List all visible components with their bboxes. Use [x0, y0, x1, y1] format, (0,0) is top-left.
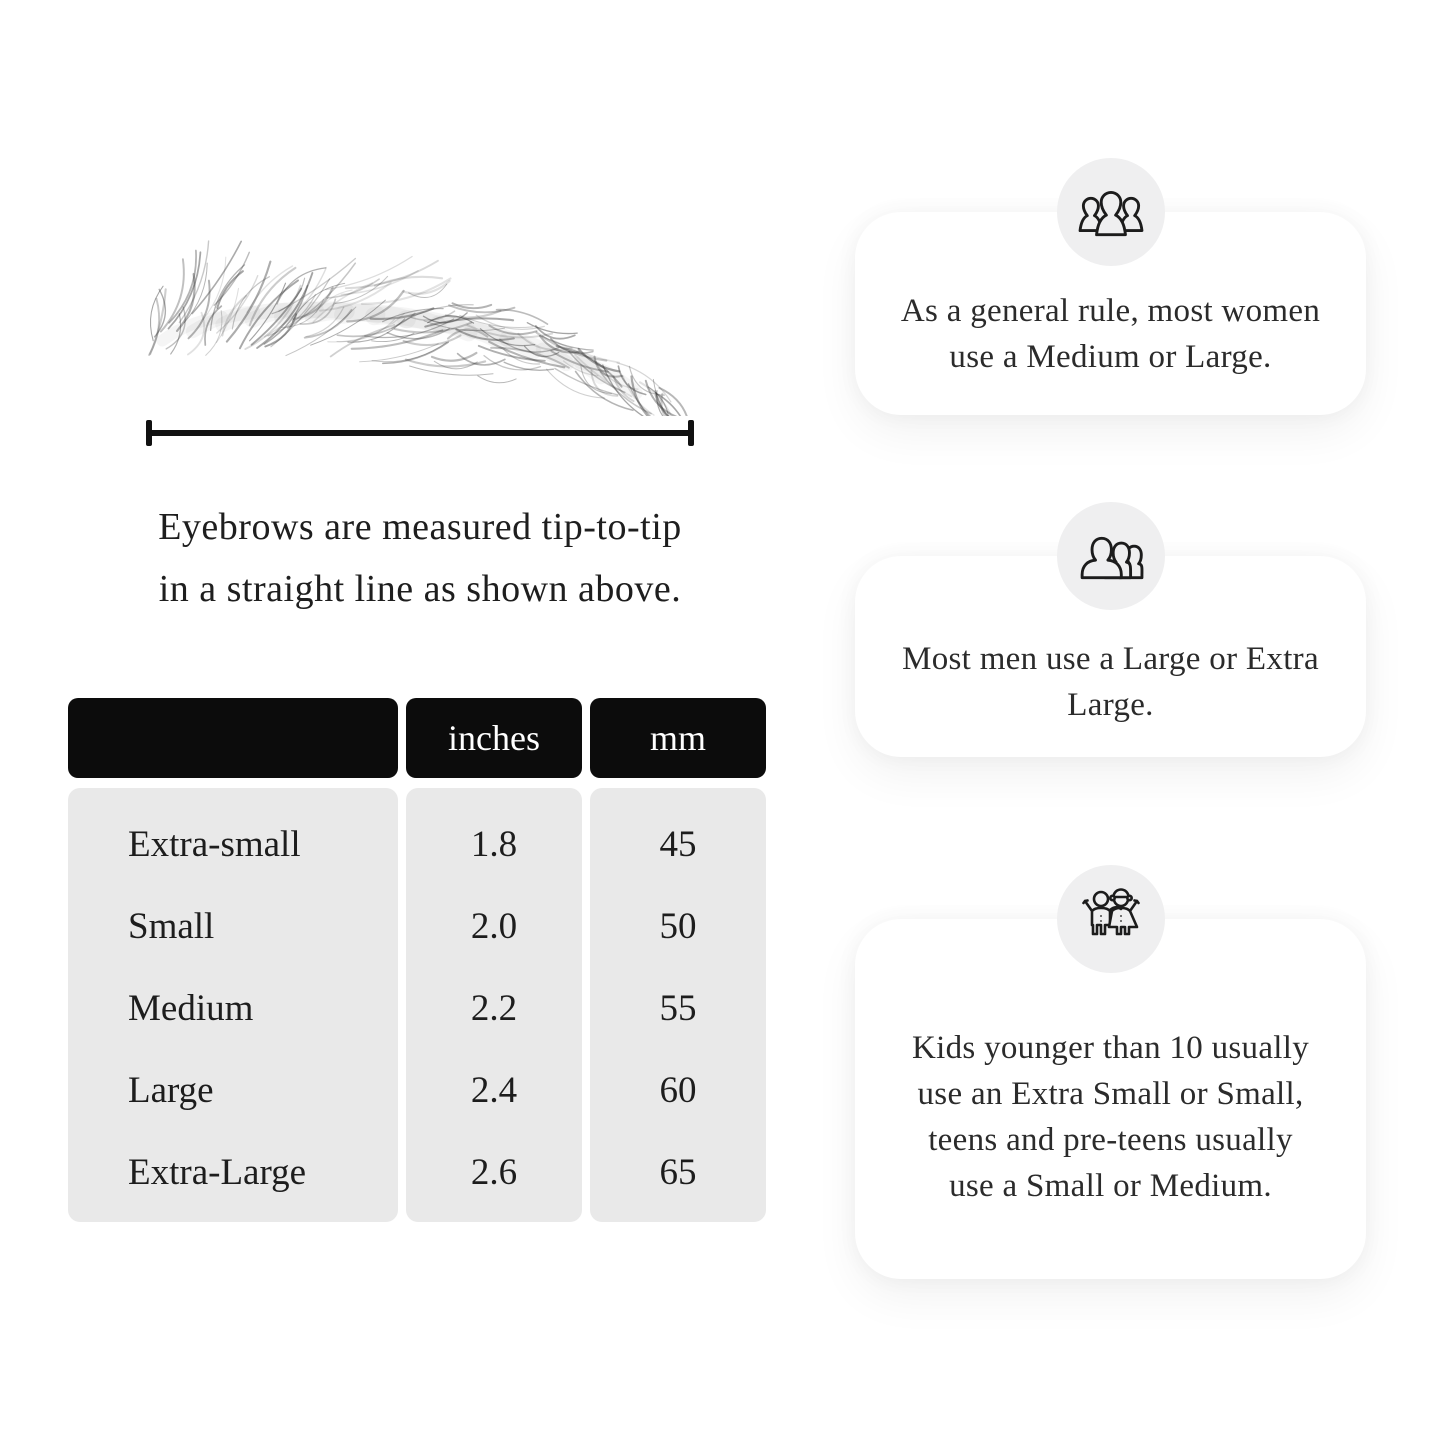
- table-row-label: Medium: [128, 988, 254, 1029]
- info-card-women-text: As a general rule, most women use a Medium or Large.: [900, 292, 1321, 375]
- table-row-label: Extra-Large: [128, 1152, 307, 1193]
- men-group-icon: [1057, 502, 1165, 610]
- table-row-inches: 2.2: [470, 988, 518, 1029]
- table-header-mm: mm: [590, 698, 766, 778]
- info-card-men: [855, 556, 1366, 757]
- table-row-mm: 50: [659, 906, 697, 947]
- table-header-inches: inches: [406, 698, 582, 778]
- table-row-label: Large: [128, 1070, 214, 1111]
- table-row-mm: 65: [659, 1152, 697, 1193]
- info-card-kids: [855, 919, 1366, 1279]
- table-row-inches: 1.8: [470, 824, 518, 865]
- women-group-icon: [1057, 158, 1165, 266]
- table-row-mm: 55: [659, 988, 697, 1029]
- kids-icon: [1057, 865, 1165, 973]
- info-card-kids-text: Kids younger than 10 usually use an Extra Small or Small, teens and pre-teens usually use a Small or Medium.: [911, 1030, 1310, 1204]
- table-row-inches: 2.4: [470, 1070, 518, 1111]
- caption-line-1: Eyebrows are measured tip-to-tip: [158, 506, 682, 548]
- measurement-right-cap: [688, 420, 694, 446]
- caption-line-2: in a straight line as shown above.: [158, 568, 682, 610]
- table-row-mm: 45: [659, 824, 697, 865]
- measurement-line: [146, 420, 694, 446]
- table-row-label: Extra-small: [128, 824, 301, 865]
- measurement-caption: [60, 496, 780, 620]
- eyebrow-illustration: [110, 238, 710, 416]
- table-row-inches: 2.6: [470, 1152, 518, 1193]
- table-row-mm: 60: [659, 1070, 697, 1111]
- table-row-label: Small: [128, 906, 215, 947]
- info-card-women: [855, 212, 1366, 415]
- info-card-men-text: Most men use a Large or Extra Large.: [902, 640, 1319, 723]
- measurement-bar: [146, 430, 694, 436]
- table-row-inches: 2.0: [470, 906, 518, 947]
- table-header-size: [68, 698, 398, 778]
